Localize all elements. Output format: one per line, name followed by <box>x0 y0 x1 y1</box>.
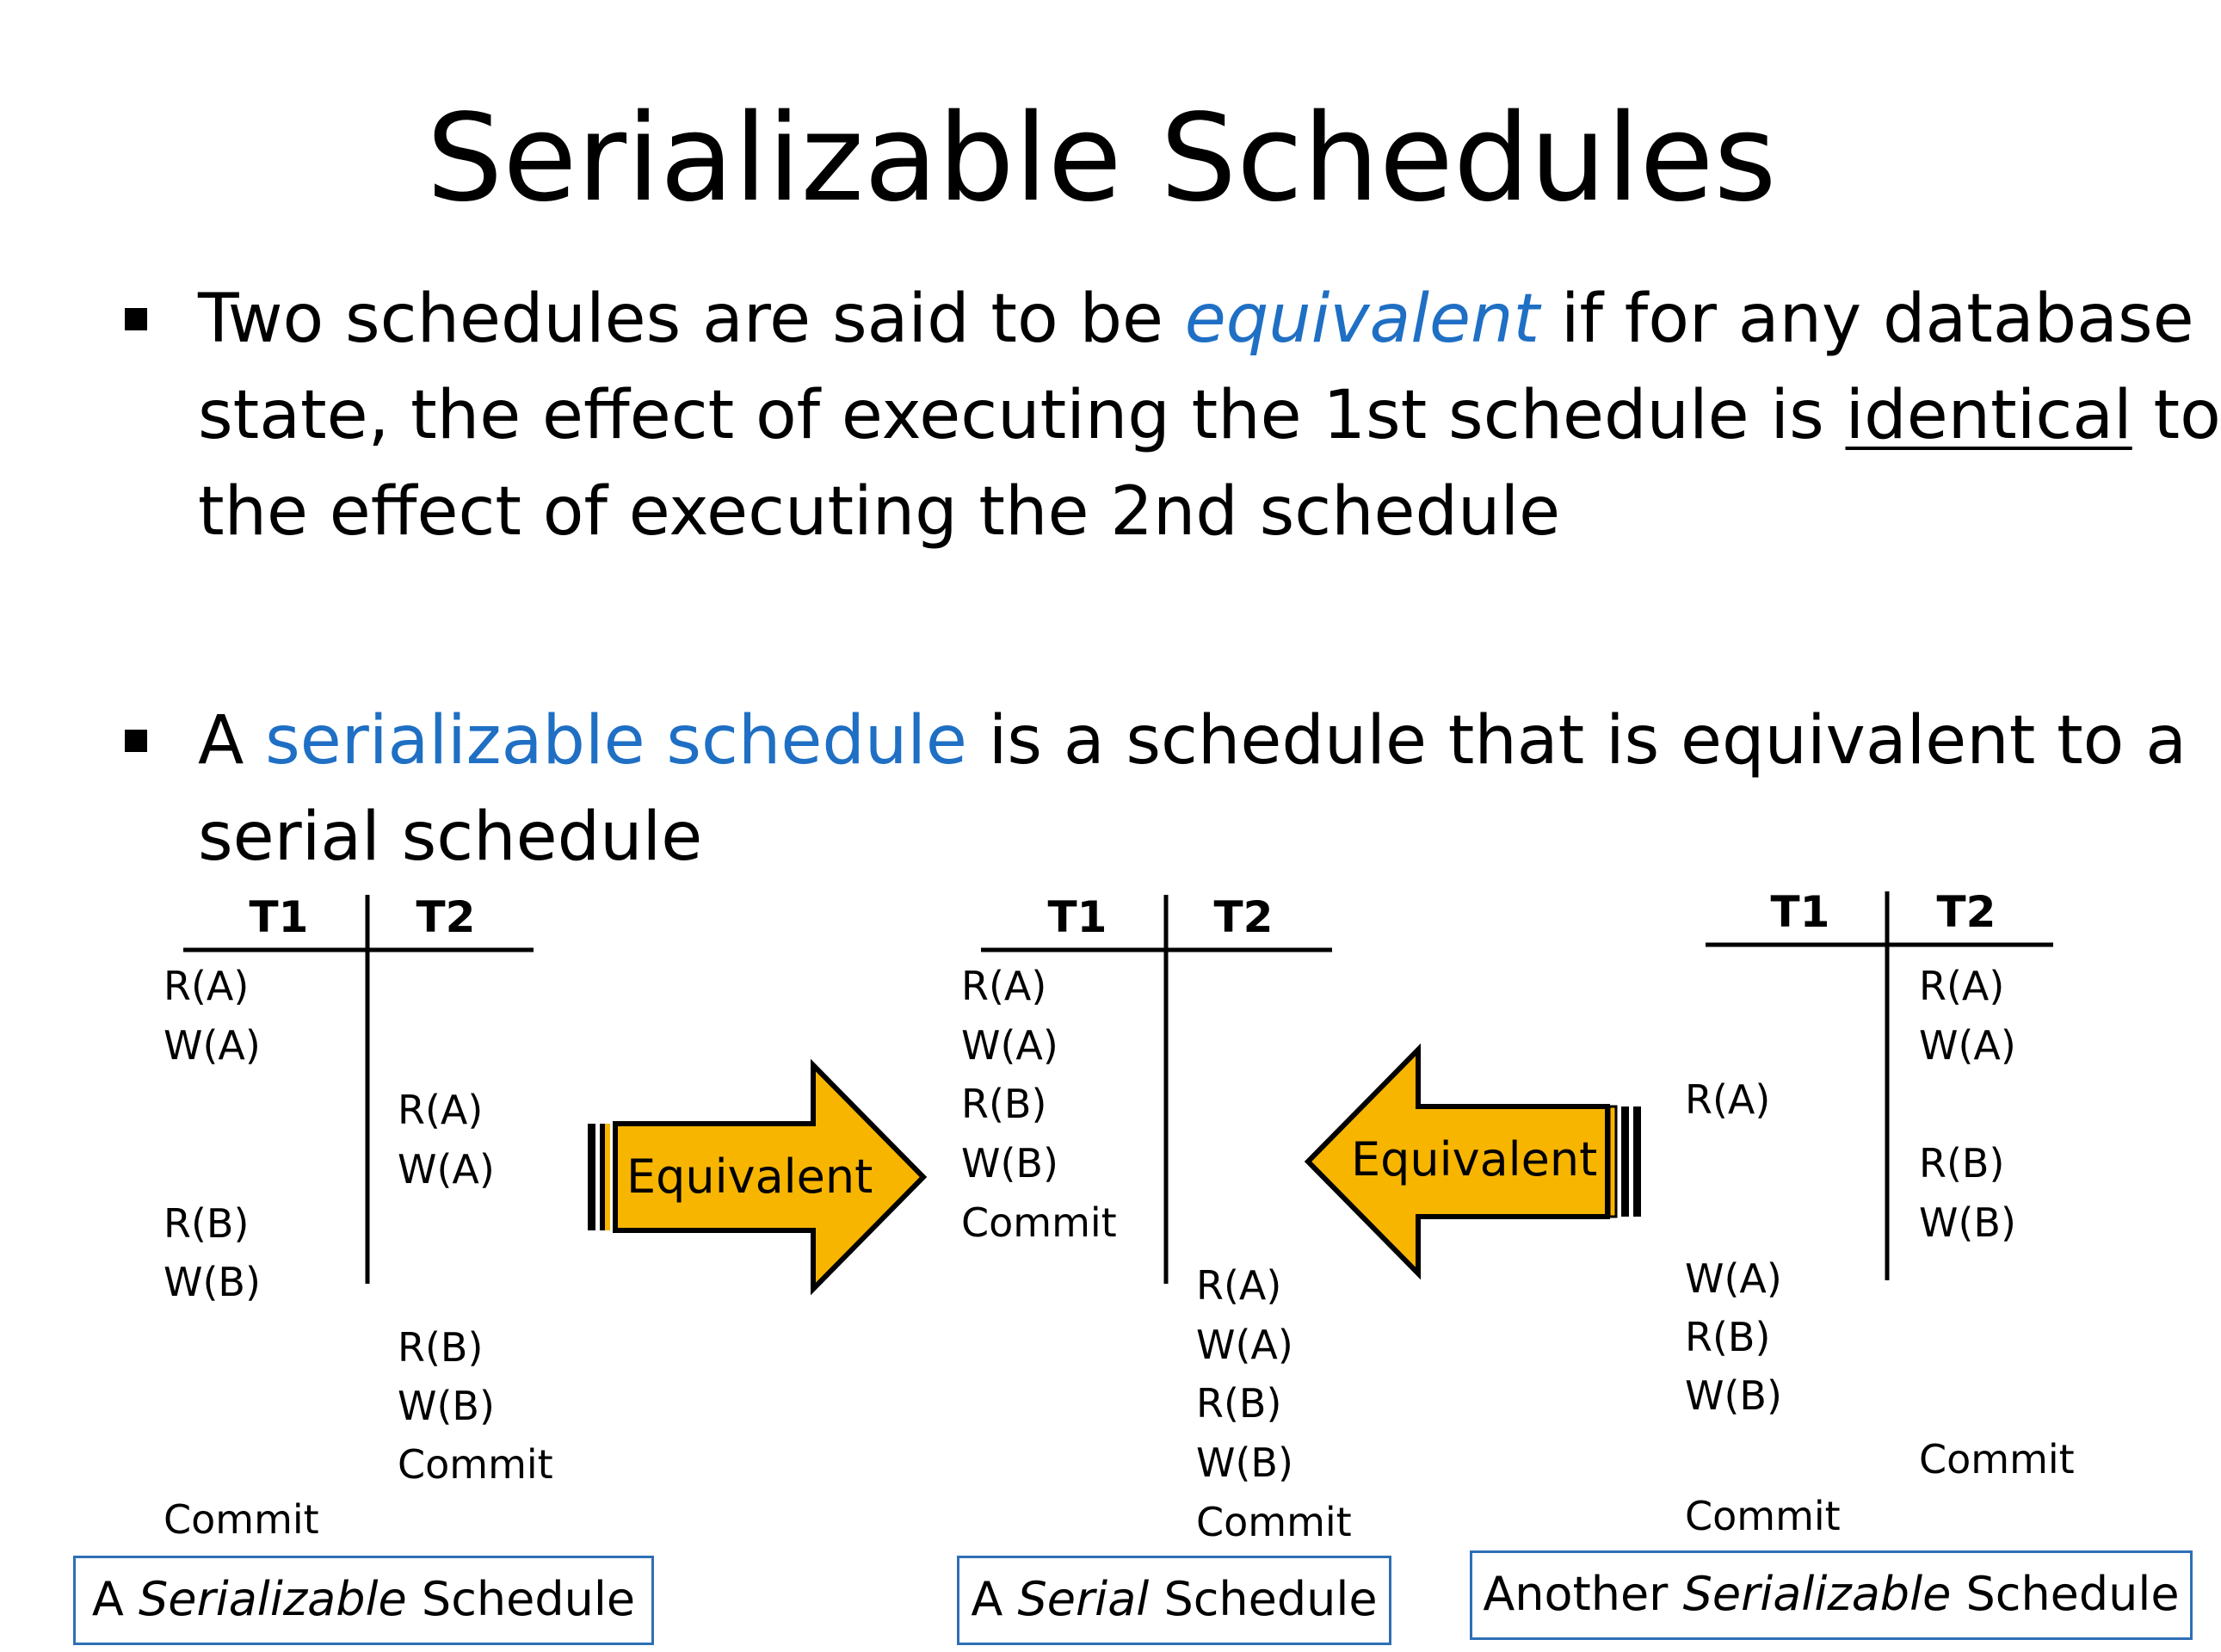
schedule-op: W(A) <box>1196 1322 1293 1368</box>
caption-left <box>73 1556 654 1645</box>
schedule-op: W(A) <box>1685 1255 1782 1302</box>
schedule-op: R(B) <box>1919 1140 2005 1187</box>
caption-emphasis: Serializable <box>139 1572 407 1626</box>
bullet-1-text: state, the effect of executing the 1st schedule is <box>198 377 1846 454</box>
schedule-op: R(B) <box>1685 1314 1771 1360</box>
schedule-op: Commit <box>961 1199 1117 1246</box>
caption-emphasis: Serial <box>1017 1572 1150 1626</box>
schedule-op: Commit <box>1196 1499 1352 1545</box>
equivalent-arrow-left-label: Equivalent <box>1351 1132 1598 1187</box>
schedule-op: W(B) <box>1196 1439 1293 1486</box>
schedule-op: W(A) <box>163 1022 261 1069</box>
serializable-schedule-term: serializable schedule <box>265 702 967 780</box>
identical-term: identical <box>1845 377 2132 454</box>
arrow-right-stripe <box>600 1124 605 1230</box>
bullet-1-line-3: the effect of executing the 2nd schedule <box>198 473 1561 551</box>
arrow-right-stripe <box>588 1124 595 1230</box>
arrow-right-stripe <box>605 1124 610 1230</box>
schedule-op: W(B) <box>961 1140 1058 1187</box>
equivalent-arrow-right-label: Equivalent <box>626 1150 873 1204</box>
schedule-op: W(B) <box>398 1383 495 1429</box>
schedule-op: R(A) <box>961 963 1047 1009</box>
bullet-2-line-2: serial schedule <box>198 798 703 876</box>
caption-text: A <box>971 1572 1018 1626</box>
schedule-op: W(A) <box>398 1146 495 1193</box>
caption-text: Schedule <box>406 1572 636 1626</box>
schedule-op: R(A) <box>398 1087 484 1133</box>
caption-text: A <box>91 1572 139 1626</box>
caption-text: Schedule <box>1951 1567 2180 1621</box>
bullet-1-text: to <box>2132 377 2221 454</box>
t1-header: T1 <box>1047 892 1107 942</box>
caption-middle <box>957 1556 1391 1645</box>
t2-header: T2 <box>1213 892 1274 942</box>
caption-emphasis: Serializable <box>1682 1567 1952 1621</box>
bullet-2-text: is a schedule that is equivalent to a <box>966 702 2187 780</box>
t2-header: T2 <box>1936 887 1996 937</box>
arrow-left-stripe <box>1621 1106 1629 1217</box>
equivalent-term: equivalent <box>1184 280 1540 358</box>
t2-header: T2 <box>416 892 476 942</box>
caption-right <box>1470 1550 2193 1640</box>
bullet-2-text: A <box>198 702 266 780</box>
schedule-op: W(A) <box>961 1022 1058 1069</box>
schedule-op: W(B) <box>1919 1199 2016 1246</box>
schedule-op: Commit <box>1685 1493 1841 1539</box>
schedule-op: R(B) <box>1196 1380 1282 1427</box>
slide-title: Serializable Schedules <box>426 89 1777 229</box>
schedule-op: W(B) <box>1685 1372 1782 1419</box>
schedule-op: W(A) <box>1919 1022 2016 1069</box>
schedule-op: R(A) <box>1196 1262 1282 1309</box>
bullet-1-text: Two schedules are said to be <box>198 280 1185 358</box>
caption-text: Another <box>1483 1567 1683 1621</box>
schedule-op: R(B) <box>398 1324 484 1371</box>
schedule-op: Commit <box>163 1496 319 1543</box>
schedule-op: Commit <box>398 1441 553 1488</box>
schedule-op: R(B) <box>163 1200 250 1247</box>
schedule-op: R(B) <box>961 1081 1047 1127</box>
bullet-1-text: if for any database <box>1539 280 2194 358</box>
t1-header: T1 <box>249 892 309 942</box>
schedule-op: W(B) <box>163 1259 261 1305</box>
arrow-left-stripe <box>1633 1106 1641 1217</box>
t1-header: T1 <box>1770 887 1830 937</box>
arrow-left-stripe <box>1609 1106 1616 1217</box>
schedule-op: Commit <box>1919 1436 2075 1482</box>
schedule-op: R(A) <box>163 963 250 1009</box>
caption-text: Schedule <box>1149 1572 1378 1626</box>
schedule-op: R(A) <box>1685 1076 1771 1123</box>
schedule-op: R(A) <box>1919 963 2005 1009</box>
